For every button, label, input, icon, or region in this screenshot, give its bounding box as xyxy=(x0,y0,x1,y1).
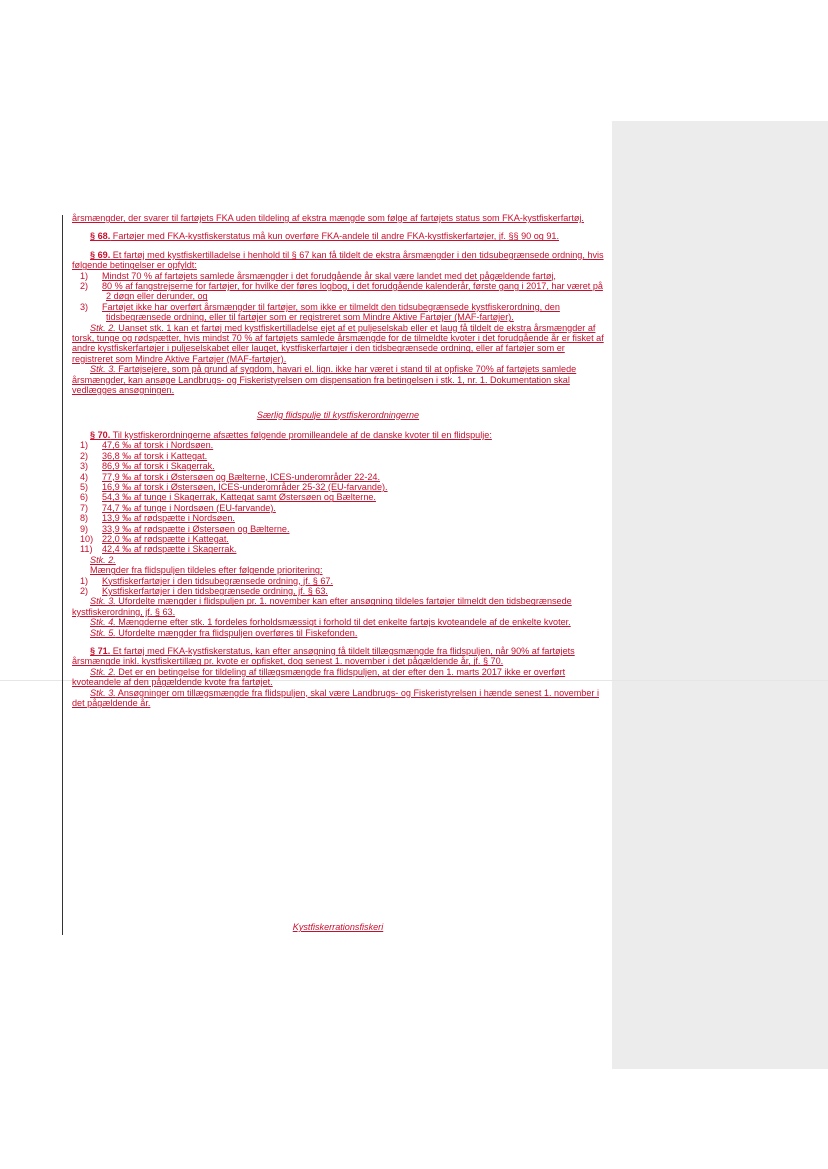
section-69-stk3: Stk. 3. Fartøjsejere, som på grund af sygdom, havari el. lign. ikke har været i stand til at opfiske 70% af fartøjets samlede årsmængder, kan ansøge Landbrugs- og Fiskeristyrelsen om dispensation fra betingelsen i stk. 1, nr. 1. Dokumentation skal vedlægges ansøgningen. xyxy=(72,364,577,396)
list-item: 2) 80 % af fangstrejserne for fartøjer, for hvilke der føres logbog, i det forudgående kalenderår, første gang i 2017, har været på 2 døgn eller derunder, og xyxy=(80,281,603,302)
section-70-label: § 70. xyxy=(90,429,111,440)
list-item: 1) 47,6 ‰ af torsk i Nordsøen. xyxy=(80,440,214,451)
section-69-label: § 69. xyxy=(90,249,111,260)
list-item: 7) 74,7 ‰ af tunge i Nordsøen (EU-farvande). xyxy=(80,502,276,513)
section-71-text: Et fartøj med FKA-kystfiskerstatus, kan efter ansøgning få tildelt tillægsmængde fra flidspuljen, når 90% af fartøjets årsmængde inkl. kystfiskertillæg pr. kvote er opfisket, dog senest 1. november i det pågældende år, jf. § 70. xyxy=(72,646,575,667)
section-70-stk3: Stk. 3. Ufordelte mængder i flidspuljen pr. 1. november kan efter ansøgning tildeles fartøjer tilmeldt den tidsbegrænsede kystfiskerordning, jf. § 63. xyxy=(72,596,572,617)
section-68-text: Fartøjer med FKA-kystfiskerstatus må kun overføre FKA-andele til andre FKA-kystfiskerfartøjer, jf. §§ 90 og 91. xyxy=(110,231,560,242)
section-71-stk2: Stk. 2. Det er en betingelse for tildeling af tillægsmængde fra flidspuljen, at der efter den 1. marts 2017 ikke er overført kvoteandele af den pågældende kvote fra fartøjet. xyxy=(72,666,566,688)
list-item: 8) 13,9 ‰ af rødspætte i Nordsøen. xyxy=(80,513,235,524)
section-69-stk2: Stk. 2. Uanset stk. 1 kan et fartøj med kystfiskertilladelse ejet af et puljeselskab eller et laug få tildelt de ekstra årsmængder af torsk, tunge og rødspætter, hvis mindst 70 % af fartøjets samlede årsmængde for de tilmeldte kvoter i det forudgående år er fisket af andre kystfiskerfartøjer i puljeselskabet eller lauget, kystfiskerfartøjer i den tidsbegrænsede ordning, eller af fartøjer som er registreret som Mindre Aktive Fartøjer (MAF-fartøjer). xyxy=(72,322,604,364)
change-bar xyxy=(62,215,63,935)
section-68-label: § 68. xyxy=(90,231,111,242)
document-body xyxy=(72,213,604,708)
heading-kystfiskerrationsfiskeri: Kystfiskerrationsfiskeri xyxy=(292,922,384,932)
section-69-conditions xyxy=(72,271,604,323)
list-item: 1) Kystfiskerfartøjer i den tidsubegrænsede ordning, jf. § 67. xyxy=(80,575,333,586)
intro-text: årsmængder, der svarer til fartøjets FKA uden tildeling af ekstra mængde som følge af fartøjets status som FKA-kystfiskerfartøj. xyxy=(72,213,584,223)
comment-margin xyxy=(612,121,828,1069)
section-71-stk3: Stk. 3. Ansøgninger om tillægsmængde fra flidspuljen, skal være Landbrugs- og Fiskeristyrelsen i hænde senest 1. november i det pågældende år. xyxy=(72,687,599,709)
section-70-stk5: Stk. 5. Ufordelte mængder fra flidspuljen overføres til Fiskefonden. xyxy=(90,627,358,638)
section-70-stk2-intro: Mængder fra flidspuljen tildeles efter følgende prioritering: xyxy=(90,565,323,576)
section-70-quota-list xyxy=(72,440,604,554)
section-70-stk2-label: Stk. 2. xyxy=(90,554,116,565)
section-70-text: Til kystfiskerordningerne afsættes følgende promilleandele af de danske kvoter til en flidspulje: xyxy=(110,429,492,440)
section-71-label: § 71. xyxy=(90,646,111,657)
list-item: 9) 33,9 ‰ af rødspætte i Østersøen og Bælterne. xyxy=(80,523,290,534)
list-item: 10) 22,0 ‰ af rødspætte i Kattegat. xyxy=(80,533,229,544)
heading-flidspulje: Særlig flidspulje til kystfiskerordningerne xyxy=(256,409,420,420)
section-70-priority-list xyxy=(72,576,604,597)
section-70 xyxy=(72,430,604,440)
list-item: 4) 77,9 ‰ af torsk i Østersøen og Bælterne, ICES-underområder 22-24. xyxy=(80,471,380,482)
list-item: 1) Mindst 70 % af fartøjets samlede årsmængder i det forudgående år skal være landet med det pågældende fartøj, xyxy=(80,270,556,281)
list-item: 2) 36,8 ‰ af torsk i Kattegat. xyxy=(80,450,208,461)
list-item: 6) 54,3 ‰ af tunge i Skagerrak, Kattegat samt Østersøen og Bælterne. xyxy=(80,492,376,503)
list-item: 5) 16,9 ‰ af torsk i Østersøen, ICES-underområder 25-32 (EU-farvande). xyxy=(80,481,388,492)
list-item: 3) Fartøjet ikke har overført årsmængder til fartøjer, som ikke er tilmeldt den tidsubegrænsede kystfiskerordning, den tidsbegrænsede ordning, eller til fartøjer som er registreret som Mindre Aktive Fartøjer (MAF-fartøjer). xyxy=(80,301,560,323)
section-69 xyxy=(72,250,604,271)
section-71 xyxy=(72,646,604,667)
list-item: 3) 86,9 ‰ af torsk i Skagerrak. xyxy=(80,461,215,472)
section-68 xyxy=(72,231,604,241)
section-70-stk4: Stk. 4. Mængderne efter stk. 1 fordeles forholdsmæssigt i forhold til det enkelte fartøjs kvoteandele af de enkelte kvoter. xyxy=(90,617,571,628)
list-item: 2) Kystfiskerfartøjer i den tidsbegrænsede ordning, jf. § 63. xyxy=(80,586,328,596)
section-69-text: Et fartøj med kystfiskertilladelse i henhold til § 67 kan få tildelt de ekstra årsmængder i den tidsubegrænsede ordning, hvis følgende betingelser er opfyldt: xyxy=(72,249,604,271)
list-item: 11) 42,4 ‰ af rødspætte i Skagerrak. xyxy=(80,544,237,555)
